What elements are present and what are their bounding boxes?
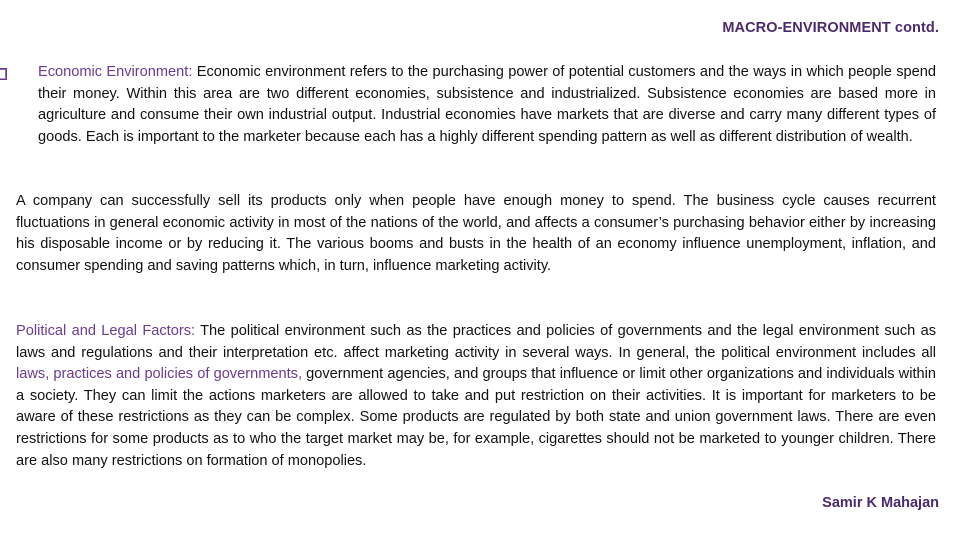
political-legal-text-2: government agencies, and groups that influence or limit other organizations and individuals within a society. They can limit the actions marketers are allowed to take and put restriction on their activities. It is important for marketers to be aware of these restrictions as they can be complex. Some products are regulated by both state and union government laws. There are even restrictions for some products as to who the target market may be, for example, cigarettes should not be marketed to younger children. There are also many restrictions on formation of monopolies. bbox=[16, 366, 936, 469]
economic-environment-paragraph bbox=[16, 62, 936, 148]
political-legal-paragraph bbox=[16, 321, 936, 472]
economic-environment-label: Economic Environment: bbox=[38, 64, 193, 80]
political-legal-text-1: The political environment such as the practices and policies of governments and the legal environment such as laws and regulations and their interpretation etc. affect marketing activity in several ways. In general, the political environment includes all bbox=[16, 323, 936, 361]
business-cycle-paragraph: A company can successfully sell its products only when people have enough money to spend. The business cycle causes recurrent fluctuations in general economic activity in most of the nations of the world, and affects a consumer’s purchasing behavior either by increasing his disposable income or by reducing it. The various booms and busts in the health of an economy influence unemployment, inflation, and consumer spending and saving patterns which, in turn, influence marketing activity. bbox=[16, 193, 936, 274]
political-highlight-text: laws, practices and policies of governments, bbox=[16, 366, 302, 383]
author-name: Samir K Mahajan bbox=[822, 495, 939, 511]
checkbox-bullet-icon bbox=[0, 66, 7, 78]
political-legal-label: Political and Legal Factors: bbox=[16, 323, 196, 339]
economic-environment-text: Economic environment refers to the purchasing power of potential customers and the ways in which people spend their money. Within this area are two different economies, subsistence and industrialized. Subsistence economies are based more in agriculture and consume their own industrial output. Industrial economies have markets that are diverse and carry many different types of goods. Each is important to the marketer because each has a highly different spending pattern as well as different distribution of wealth. bbox=[38, 64, 936, 145]
slide-title: MACRO-ENVIRONMENT contd. bbox=[722, 20, 939, 36]
